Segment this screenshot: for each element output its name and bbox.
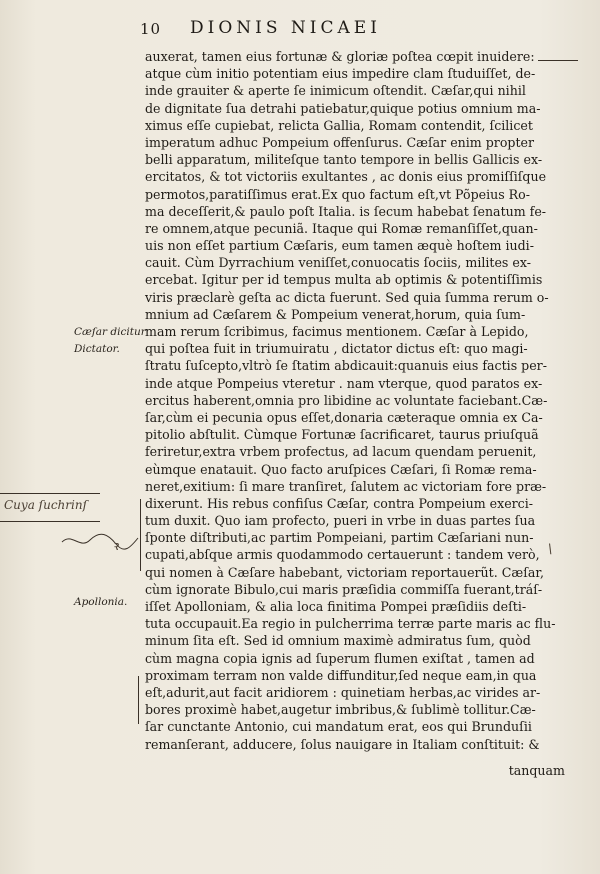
text-line: ma deceſſerit,& paulo poſt Italia. is ſecum habebat ſenatum fe- xyxy=(145,203,547,219)
body-text xyxy=(145,48,565,753)
text-line: imperatum adhuc Pompeium offenſurus. Cæſar enim propter xyxy=(145,134,534,150)
text-line: cùm magna copia ignis ad ſuperum flumen exiſtat , tamen ad xyxy=(145,650,535,666)
text-line: cupati,abſque armis quodammodo certauerunt : tandem verò, xyxy=(145,547,540,563)
text-line: minum ſita eſt. Sed id omnium maximè admiratus ſum, quòd xyxy=(145,633,531,649)
text-line: atque cùm initio potentiam eius impedire clam ſtuduiſſet, de- xyxy=(145,66,536,82)
text-line: bores proximè habet,augetur imbribus,& ſublimè tollitur.Cæ- xyxy=(145,702,536,718)
handwritten-margin-note: Cuya ſuchrinſ xyxy=(4,498,88,512)
text-line: inde grauiter & aperte ſe inimicum oſtendit. Cæſar,qui nihil xyxy=(145,83,526,99)
page-header xyxy=(0,20,600,44)
handwritten-rule-top xyxy=(0,493,100,494)
text-line: uis non eſſet partium Cæſaris, eum tamen æquè hoſtem iudi- xyxy=(145,238,534,254)
text-line: de dignitate ſua detrahi patiebatur,quique potius omnium ma- xyxy=(145,100,541,116)
text-line: ercitus haberent,omnia pro libidine ac voluntate faciebant.Cæ- xyxy=(145,392,548,408)
text-line: ſar,cùm ei pecunia opus eſſet,donaria cæteraque omnia ex Ca- xyxy=(145,409,543,425)
margin-note-apollonia: Apollonia. xyxy=(74,596,128,608)
text-line: ercebat. Igitur per id tempus multa ab optimis & potentiſſimis xyxy=(145,272,543,288)
text-line: re omnem,atque pecuniã. Itaque qui Romæ remanſiſſet,quan- xyxy=(145,220,538,236)
text-line: iſſet Apolloniam, & alia loca finitima Pompei præſidiis deſti- xyxy=(145,599,527,614)
text-line: tuta occupauit.Ea regio in pulcherrima terræ parte maris ac flu- xyxy=(145,616,556,632)
text-line: neret,exitium: ſi mare tranſiret, ſalutem ac victoriam fore præ- xyxy=(145,478,547,494)
text-line: ſponte diſtributi,ac partim Pompeiani, partim Cæſariani nun- xyxy=(145,530,534,546)
text-line: qui poſtea fuit in triumuiratu , dictator dictus eſt: quo magi- xyxy=(145,341,528,357)
running-head: DIONIS NICAEI xyxy=(190,18,381,38)
handwritten-rule-bottom xyxy=(0,521,100,522)
margin-note-caesar-dictator-2: Dictator. xyxy=(74,343,120,355)
text-line: proximam terram non valde diffunditur,ſed neque eam,in qua xyxy=(145,667,537,683)
text-line: cauit. Cùm Dyrrachium veniſſet,conuocatis ſociis, milites ex- xyxy=(145,255,531,271)
text-line: belli apparatum, militeſque tanto tempore in bellis Gallicis ex- xyxy=(145,152,543,168)
handwritten-underline-stroke xyxy=(538,60,578,61)
text-line: eſt,adurit,aut facit aridiorem : quinetiam herbas,ac virides ar- xyxy=(145,684,541,700)
text-line: cùm ignorate Bibulo,cui maris præſidia commiſſa fuerant,tráſ- xyxy=(145,581,543,597)
text-line: mnium ad Cæſarem & Pompeium venerat,horum, quia ſum- xyxy=(145,306,526,322)
text-line: eùmque enatauit. Quo facto aruſpices Cæſari, ſi Romæ rema- xyxy=(145,461,537,477)
margin-bracket-left xyxy=(140,499,141,571)
text-line: permotos,paratiſſimus erat.Ex quo factum eſt,vt Põpeius Ro- xyxy=(145,186,531,202)
text-line: qui nomen à Cæſare habebant, victoriam reportauerũt. Cæſar, xyxy=(145,564,545,580)
text-line: ercitatos, & tot victoriis exultantes , ac donis eius promiſſiſque xyxy=(145,169,547,185)
text-line: dixerunt. His rebus confiſus Cæſar, contra Pompeium exerci- xyxy=(145,495,534,511)
margin-bracket-lower xyxy=(138,676,139,724)
text-line: mam rerum ſcribimus, facimus mentionem. Cæſar à Lepido, xyxy=(145,324,529,339)
text-line: ſar cunctante Antonio, cui mandatum erat, eos qui Brunduſii xyxy=(145,719,532,735)
page-number: 10 xyxy=(140,20,162,38)
text-line: ximus eſſe cupiebat, relicta Gallia, Romam contendit, ſcilicet xyxy=(145,117,533,133)
text-line: pitolio abſtulit. Cùmque Fortunæ ſacrificaret, taurus priuſquã xyxy=(145,427,539,443)
handwritten-mark-right: \ xyxy=(548,542,553,557)
text-line: remanſerant, adducere, ſolus nauigare in Italiam conſtituit: & xyxy=(145,736,540,752)
text-line: viris præclarè geſta ac dicta fuerunt. Sed quia ſumma rerum o- xyxy=(145,289,549,305)
text-line: auxerat, tamen eius fortunæ & gloriæ poſtea cœpit inuidere: xyxy=(145,49,535,64)
handwritten-flourish-icon xyxy=(60,530,140,554)
text-line: ſtratu ſuſcepto,vltrò ſe ſtatim abdicauit:quanuis eius factis per- xyxy=(145,358,547,374)
text-line: feriretur,extra vrbem profectus, ad lacum quendam peruenit, xyxy=(145,444,537,460)
text-line: inde atque Pompeius vteretur . nam vterque, quod paratos ex- xyxy=(145,375,543,391)
text-line: tum duxit. Quo iam profecto, pueri in vrbe in duas partes ſua xyxy=(145,513,536,529)
catchword: tanquam xyxy=(508,763,565,778)
handwritten-mark-left: ꝛ xyxy=(112,539,119,554)
margin-note-caesar-dictator-1: Cæſar dicitur xyxy=(74,326,146,338)
